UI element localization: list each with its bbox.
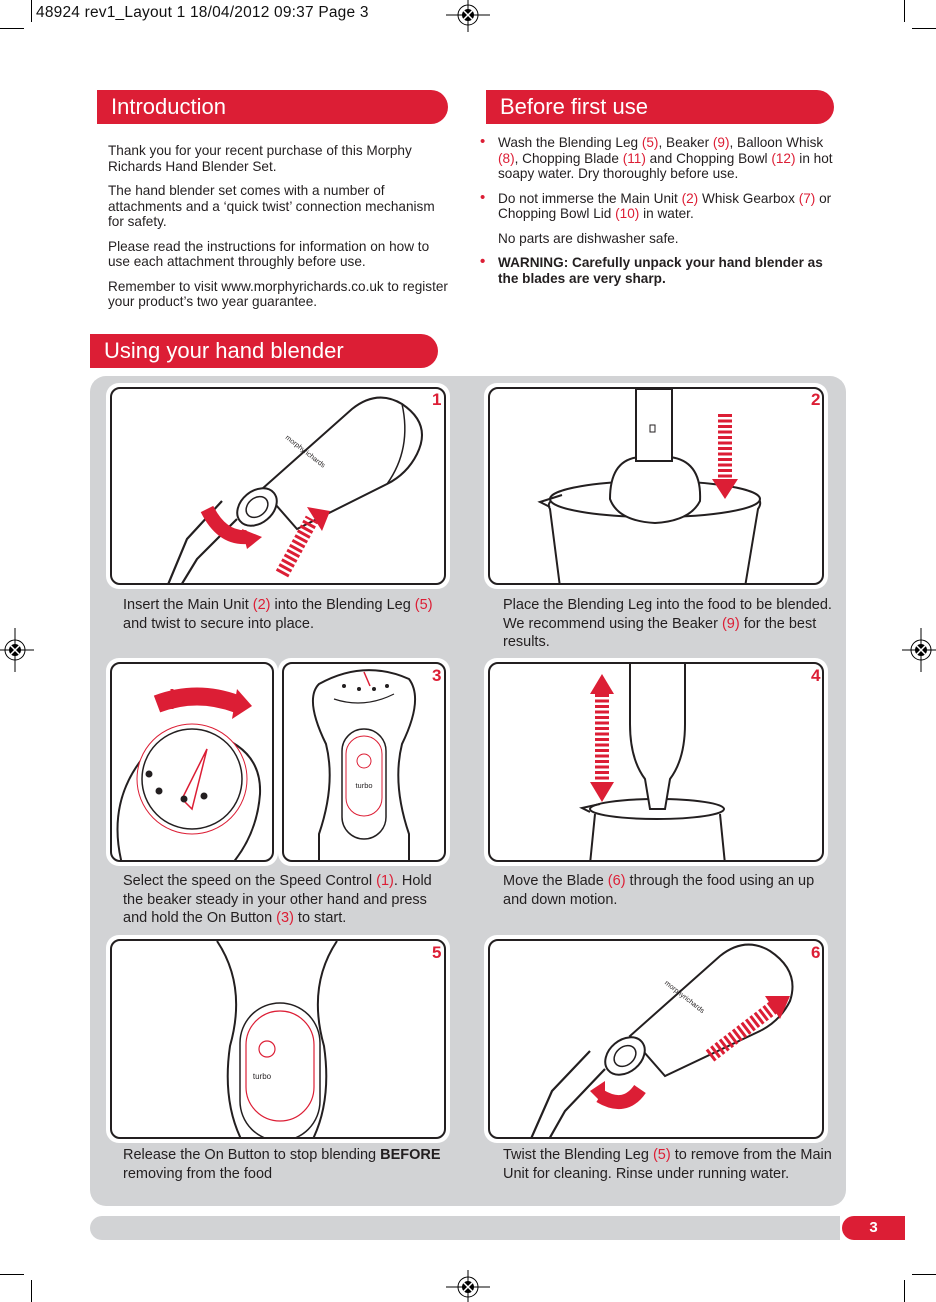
brand-logo-text: morphyrichards — [663, 979, 706, 1015]
registration-mark-icon — [446, 1270, 490, 1302]
before-first-use-heading: Before first use — [486, 90, 834, 124]
step-number: 6 — [811, 943, 821, 962]
text: or Chopping Bowl Lid — [498, 190, 832, 221]
step-2-illustration — [488, 387, 824, 585]
part-ref: (1) — [376, 873, 394, 889]
text: Do not immerse the Main Unit — [498, 190, 682, 206]
step-3-illustration-b — [282, 662, 446, 862]
part-ref: (11) — [622, 150, 646, 166]
printer-slug: 48924 rev1_Layout 1 18/04/2012 09:37 Page 3 — [36, 4, 369, 21]
turbo-label: turbo — [252, 1072, 272, 1081]
text: to remove from the Main Unit for cleaning. Rinse under running water. — [503, 1147, 832, 1182]
step-2-caption — [503, 596, 833, 652]
text: removing from the food — [123, 1165, 273, 1182]
introduction-text — [108, 143, 453, 319]
part-ref: (5) — [414, 597, 433, 613]
text: Move the Blade — [503, 873, 608, 889]
bullet-icon: • — [480, 133, 486, 150]
step-5-caption — [123, 1146, 453, 1183]
part-ref: (9) — [721, 615, 740, 632]
registration-mark-icon — [446, 0, 490, 32]
text: through the food using an up and down motion. — [503, 873, 815, 908]
step-3-caption — [123, 872, 453, 928]
crop-mark — [0, 1274, 24, 1275]
part-ref: (5) — [641, 135, 659, 150]
emphasis-text: BEFORE — [380, 1147, 441, 1163]
bullet-icon: • — [480, 188, 486, 206]
text: and twist to secure into place. — [123, 615, 315, 632]
warning-item — [480, 255, 842, 286]
text: Twist the Blending Leg — [503, 1147, 653, 1163]
step-1-illustration — [110, 387, 446, 585]
registration-mark-icon — [902, 628, 936, 672]
text: Wash the Blending Leg — [498, 135, 642, 150]
text: Release the On Button to stop blending — [123, 1147, 381, 1163]
part-ref: (2) — [252, 597, 271, 613]
part-ref: (6) — [607, 873, 626, 889]
text: into the Blending Leg — [270, 597, 415, 613]
crop-mark — [31, 1280, 32, 1302]
crop-mark — [0, 28, 24, 29]
part-ref: (12) — [771, 150, 796, 166]
before-first-use-list — [480, 135, 842, 295]
part-ref: (3) — [276, 910, 294, 926]
part-ref: (10) — [615, 206, 640, 221]
step-number: 2 — [811, 390, 821, 409]
crop-mark — [912, 1274, 936, 1275]
text: to start. — [293, 910, 347, 926]
footer-bar — [90, 1216, 840, 1240]
step-6-illustration — [488, 939, 824, 1139]
list-item — [480, 188, 842, 222]
bullet-icon: • — [480, 253, 486, 270]
text: in water. — [639, 206, 694, 221]
step-4-caption — [503, 872, 833, 909]
crop-mark — [912, 28, 936, 29]
turbo-label: turbo — [355, 781, 373, 790]
crop-mark — [904, 1280, 905, 1302]
intro-paragraph: Remember to visit www.morphyrichards.co.uk to register your product’s two year guarantee. — [108, 278, 448, 309]
text: in hot soapy water. Dry thoroughly before use. — [498, 150, 833, 181]
text: , Balloon Whisk — [729, 135, 824, 150]
text: Whisk Gearbox — [698, 190, 799, 206]
brand-logo-text: morphyrichards — [283, 434, 327, 470]
warning-text: WARNING: Carefully unpack your hand blender as the blades are very sharp. — [498, 255, 823, 286]
part-ref: (5) — [652, 1147, 671, 1163]
step-number: 4 — [811, 666, 821, 685]
intro-paragraph: Thank you for your recent purchase of this Morphy Richards Hand Blender Set. — [108, 143, 412, 174]
text: , Beaker — [658, 135, 713, 150]
step-5-illustration — [110, 939, 446, 1139]
step-6-caption — [503, 1146, 833, 1183]
part-ref: (8) — [498, 150, 515, 166]
using-heading: Using your hand blender — [90, 334, 438, 368]
crop-mark — [31, 0, 32, 22]
step-1-caption — [123, 596, 453, 633]
intro-paragraph: Please read the instructions for information on how to use each attachment throughly before use. — [108, 238, 430, 269]
text: Place the Blending Leg into the food to be blended. We recommend using the Beaker — [503, 597, 832, 632]
step-number: 5 — [432, 943, 442, 962]
crop-mark — [904, 0, 905, 22]
introduction-heading: Introduction — [97, 90, 448, 124]
part-ref: (7) — [798, 190, 816, 206]
text: Insert the Main Unit — [123, 597, 253, 613]
text: and Chopping Bowl — [645, 150, 772, 166]
text: for the best results. — [503, 615, 817, 650]
step-number: 1 — [432, 390, 442, 409]
step-number: 3 — [432, 666, 442, 685]
list-item — [480, 135, 842, 182]
step-3-illustration-a — [110, 662, 274, 862]
intro-paragraph: The hand blender set comes with a number of attachments and a ‘quick twist’ connection mechanism for safety. — [108, 183, 435, 229]
page-number: 3 — [842, 1216, 905, 1240]
step-4-illustration — [488, 662, 824, 862]
registration-mark-icon — [0, 628, 34, 672]
text: Select the speed on the Speed Control — [123, 873, 377, 889]
text: . Hold the beaker steady in your other hand and press and hold the On Button — [123, 873, 432, 926]
dishwasher-note: No parts are dishwasher safe. — [498, 230, 679, 246]
text: , Chopping Blade — [514, 150, 623, 166]
part-ref: (2) — [681, 190, 699, 206]
part-ref: (9) — [712, 135, 730, 150]
